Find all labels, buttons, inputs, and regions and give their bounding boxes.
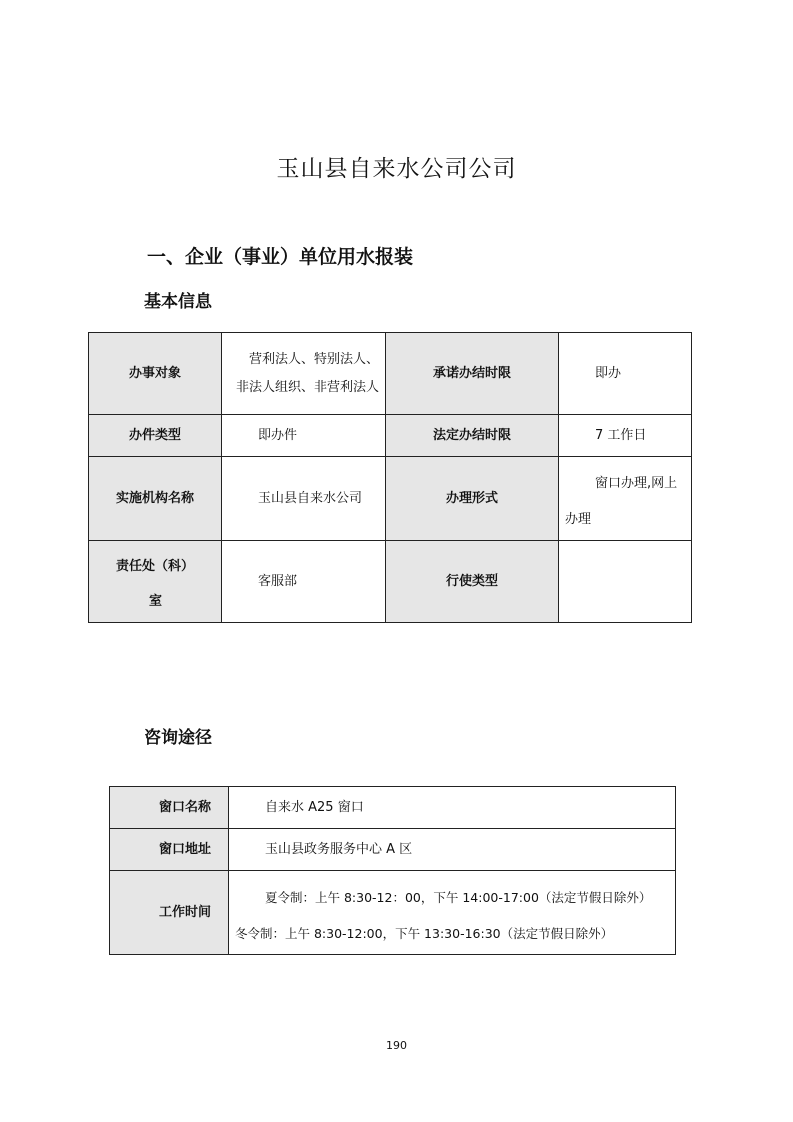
label-cell	[386, 541, 559, 623]
label-text: 办事对象	[128, 366, 181, 381]
label-cell	[89, 415, 222, 457]
consult-table	[109, 786, 676, 955]
label-cell	[89, 457, 222, 541]
value-line: 夏令制：上午 8:30-12：00，下午 14:00-17:00（法定节假日除外）	[265, 889, 652, 905]
value-line: 非法人组织、非营利法人	[235, 379, 379, 395]
table-row	[89, 415, 692, 457]
value-line: 营利法人、特别法人、	[248, 351, 379, 367]
value-text: 即办件	[258, 428, 298, 443]
table-row	[110, 871, 676, 955]
value-cell	[559, 333, 692, 415]
table-row	[89, 541, 692, 623]
label-cell	[89, 541, 222, 623]
value-line: 办理	[565, 511, 592, 527]
label-text: 窗口名称	[158, 800, 211, 815]
value-text: 自来水 A25 窗口	[265, 800, 364, 815]
value-text: 7 工作日	[595, 428, 647, 443]
label-cell	[386, 457, 559, 541]
basic-info-heading: 基本信息	[144, 292, 212, 312]
value-line: 冬令制：上午 8:30-12:00，下午 13:30-16:30（法定节假日除外）	[235, 925, 614, 941]
value-line: 窗口办理,网上	[595, 475, 678, 491]
label-text: 工作时间	[158, 905, 211, 920]
value-cell	[222, 415, 386, 457]
value-text: 玉山县自来水公司	[258, 491, 363, 506]
value-cell	[222, 457, 386, 541]
value-cell	[229, 787, 676, 829]
value-cell	[229, 871, 676, 955]
value-cell	[559, 541, 692, 623]
table-row	[110, 787, 676, 829]
consult-heading: 咨询途径	[144, 728, 212, 748]
label-text: 法定办结时限	[432, 428, 511, 443]
value-cell	[222, 541, 386, 623]
label-text: 承诺办结时限	[432, 366, 511, 381]
label-text: 行使类型	[445, 574, 498, 589]
label-cell	[110, 787, 229, 829]
label-text: 窗口地址	[158, 842, 211, 857]
page-number: 190	[386, 1039, 407, 1052]
value-cell	[559, 415, 692, 457]
label-text: 办理形式	[445, 491, 498, 506]
value-text: 即办	[595, 366, 622, 381]
table-row	[89, 333, 692, 415]
label-cell	[386, 415, 559, 457]
value-cell	[222, 333, 386, 415]
label-cell	[110, 829, 229, 871]
table-row	[110, 829, 676, 871]
label-text: 实施机构名称	[115, 491, 194, 506]
value-text: 客服部	[258, 574, 298, 589]
label-cell	[386, 333, 559, 415]
label-text: 办件类型	[128, 428, 181, 443]
table-row	[89, 457, 692, 541]
value-text: 玉山县政务服务中心 A 区	[265, 842, 413, 857]
document-title: 玉山县自来水公司公司	[276, 156, 517, 182]
label-cell	[110, 871, 229, 955]
basic-info-table	[88, 332, 692, 623]
value-cell	[229, 829, 676, 871]
label-cell	[89, 333, 222, 415]
label-line: 室	[149, 593, 163, 609]
section-heading: 一、企业（事业）单位用水报装	[147, 246, 414, 268]
label-line: 责任处（科）	[115, 558, 194, 574]
value-cell	[559, 457, 692, 541]
